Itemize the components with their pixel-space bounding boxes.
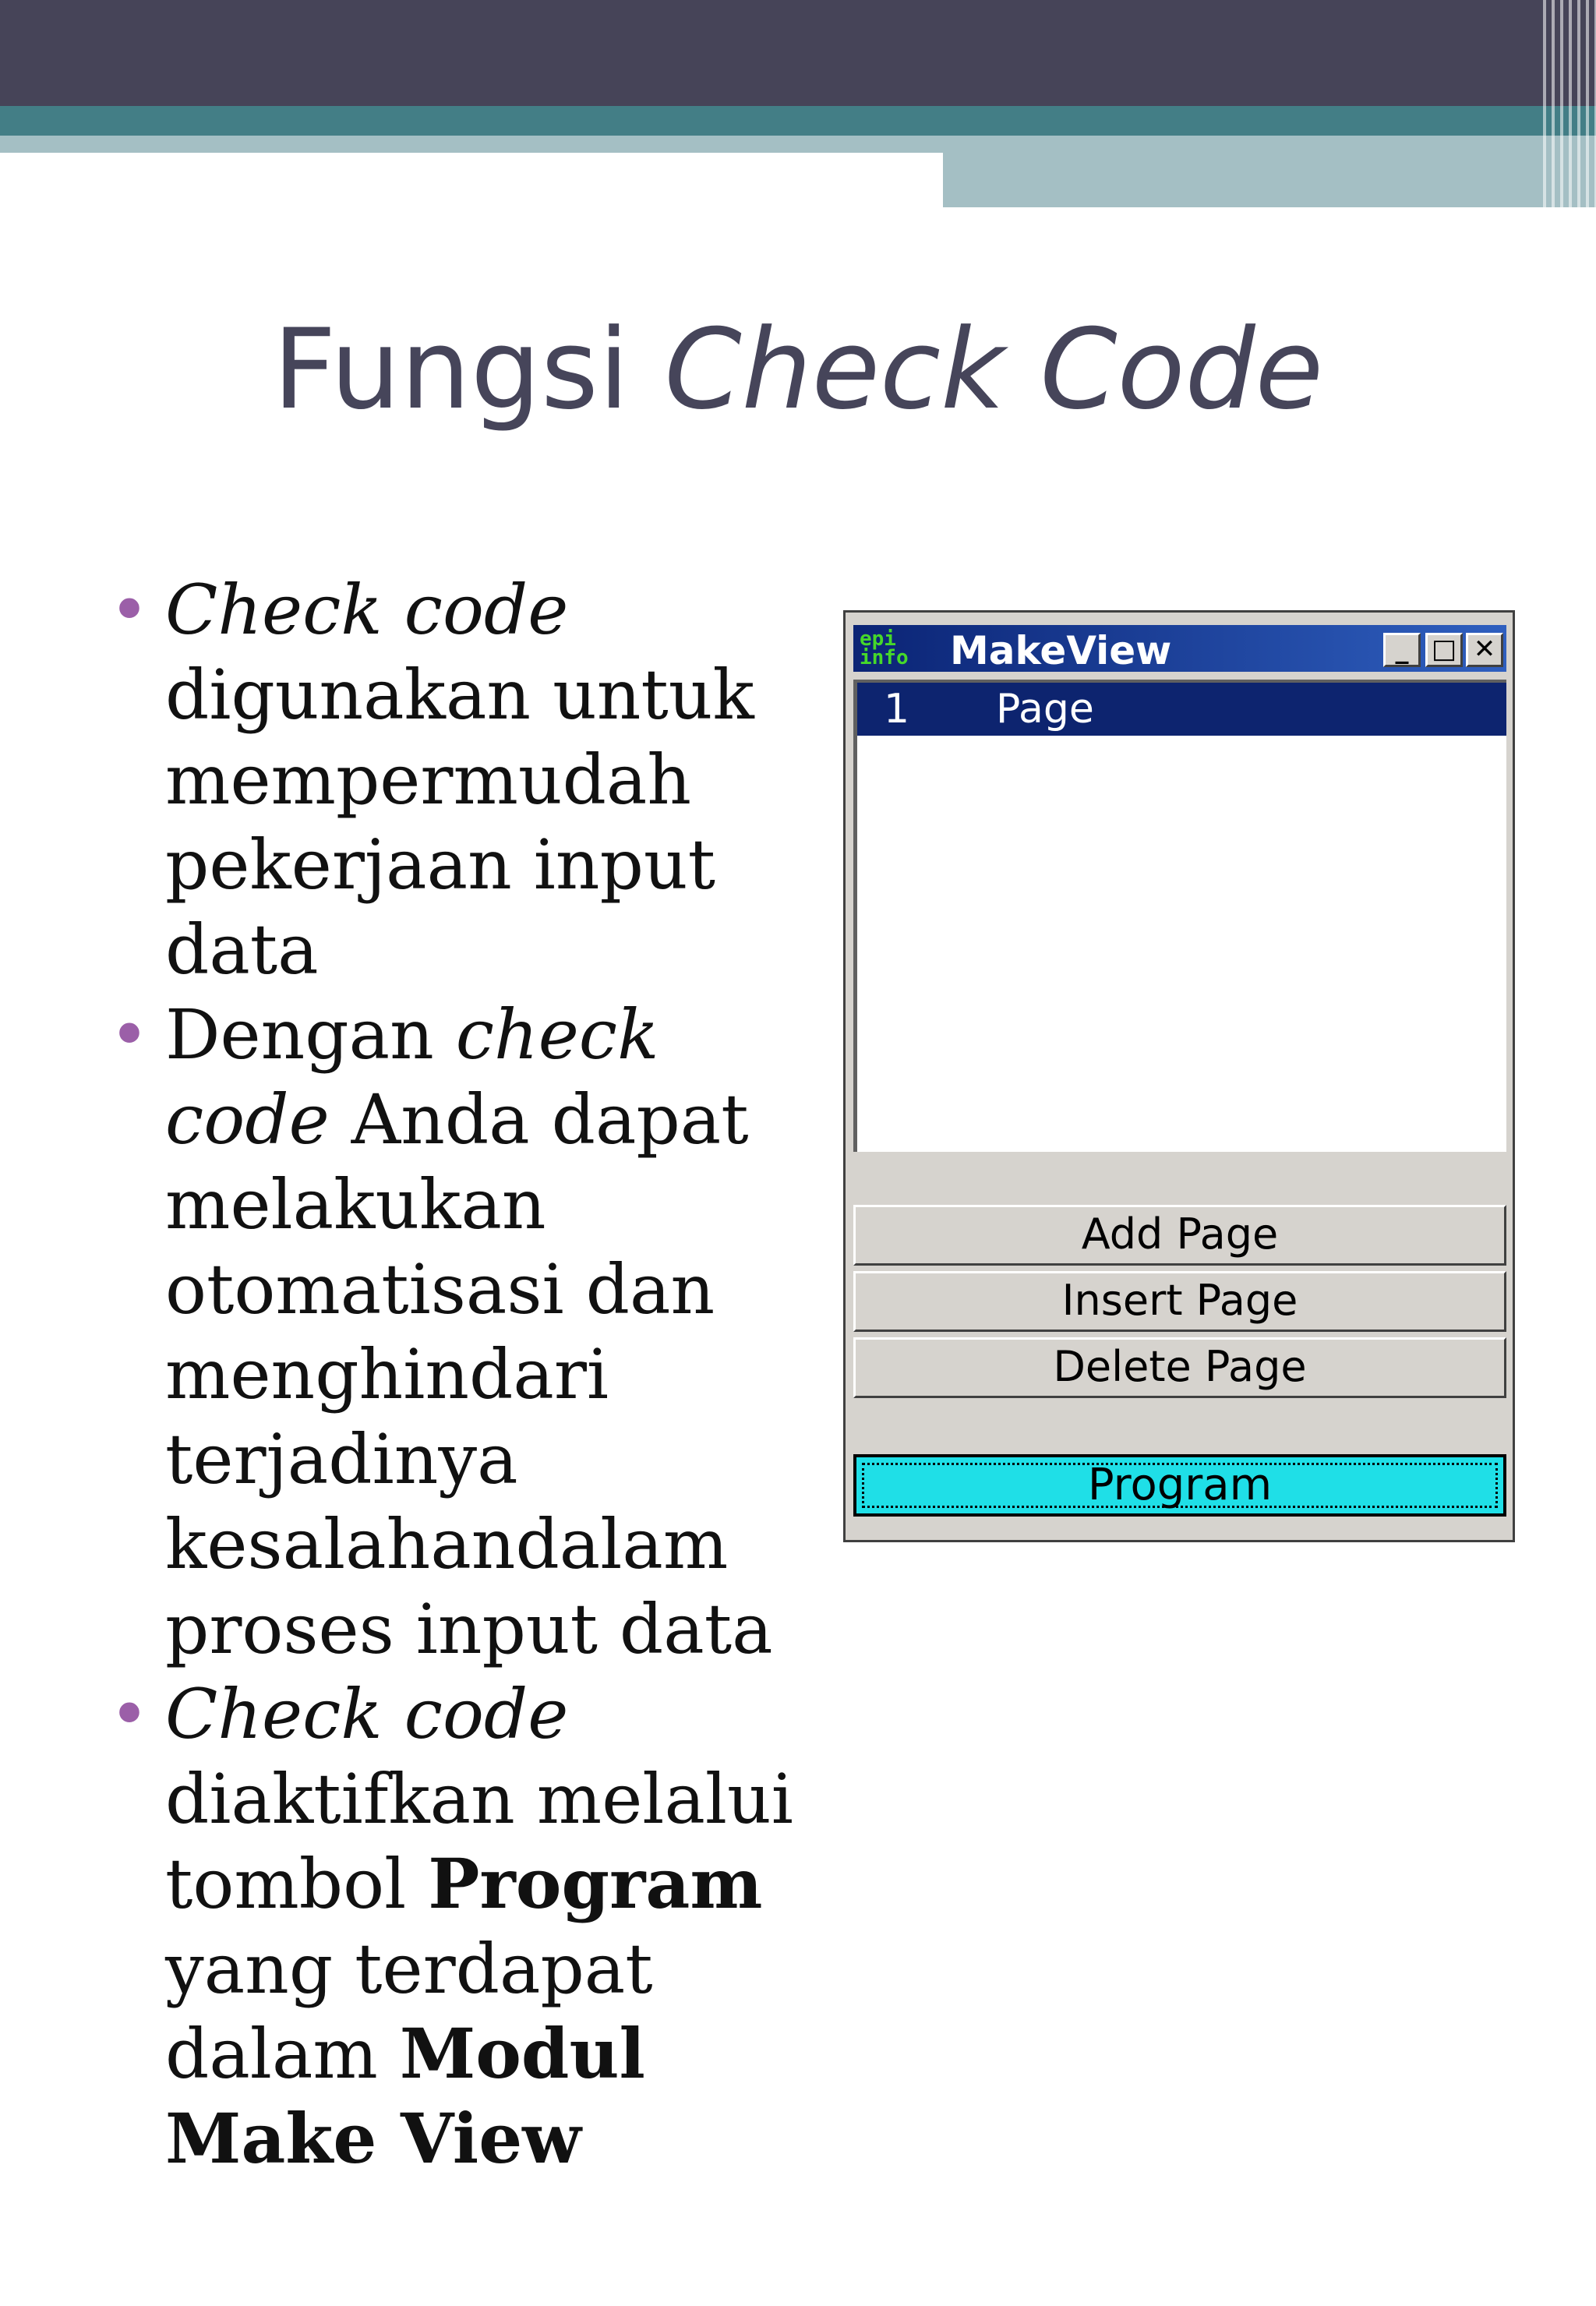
bullet-2-italic: check code (165, 994, 659, 1160)
title-italic: Check Code (664, 305, 1324, 434)
window-title: MakeView (950, 628, 1172, 673)
bullet-marker: • (109, 1674, 150, 1754)
delete-page-button[interactable]: Delete Page (853, 1337, 1506, 1398)
list-item-label: Page (996, 686, 1094, 733)
window-titlebar[interactable] (853, 625, 1506, 672)
bullet-item-3 (109, 1672, 795, 2181)
bullet-3-text-a: diaktifkan melalui tombol (165, 1759, 793, 1924)
bullet-1-italic: Check code (165, 570, 569, 650)
close-button[interactable]: ✕ (1466, 633, 1503, 667)
slide-title (0, 304, 1596, 436)
maximize-button[interactable]: □ (1425, 633, 1463, 667)
bullet-marker: • (109, 994, 150, 1075)
bullet-item-2 (109, 992, 795, 1672)
header-band-dark (0, 0, 1596, 106)
makeview-window (843, 610, 1515, 1542)
bullet-list (109, 567, 795, 2181)
list-item-page-1[interactable] (857, 683, 1506, 736)
bullet-3-bold-b: Modul Make View (165, 2013, 645, 2179)
bullet-2-text: Anda dapat melakukan otomatisasi dan menghindari terjadinya kesalahandalam proses input data (165, 1079, 773, 1669)
bullet-3-bold-a: Program (428, 1843, 763, 1924)
bullet-1-text: digunakan untuk mempermudah pekerjaan input data (165, 655, 754, 990)
header-band-teal (0, 106, 1596, 136)
header-stripes (1543, 0, 1596, 207)
epi-info-icon: epi info (860, 627, 909, 669)
add-page-button[interactable]: Add Page (853, 1205, 1506, 1266)
bullet-marker: • (109, 570, 150, 650)
header-band-light-left (0, 136, 943, 153)
minimize-button[interactable]: _ (1383, 633, 1421, 667)
title-plain: Fungsi (272, 305, 665, 434)
insert-page-button[interactable]: Insert Page (853, 1271, 1506, 1332)
bullet-3-italic: Check code (165, 1674, 569, 1754)
bullet-2-lead: Dengan (165, 994, 456, 1075)
page-list[interactable] (853, 680, 1506, 1152)
bullet-3-text-b: yang terdapat dalam (165, 1929, 653, 2094)
program-button[interactable]: Program (853, 1454, 1506, 1517)
bullet-item-1 (109, 567, 795, 992)
header-band-light-right (943, 136, 1596, 207)
list-item-number: 1 (884, 686, 910, 733)
